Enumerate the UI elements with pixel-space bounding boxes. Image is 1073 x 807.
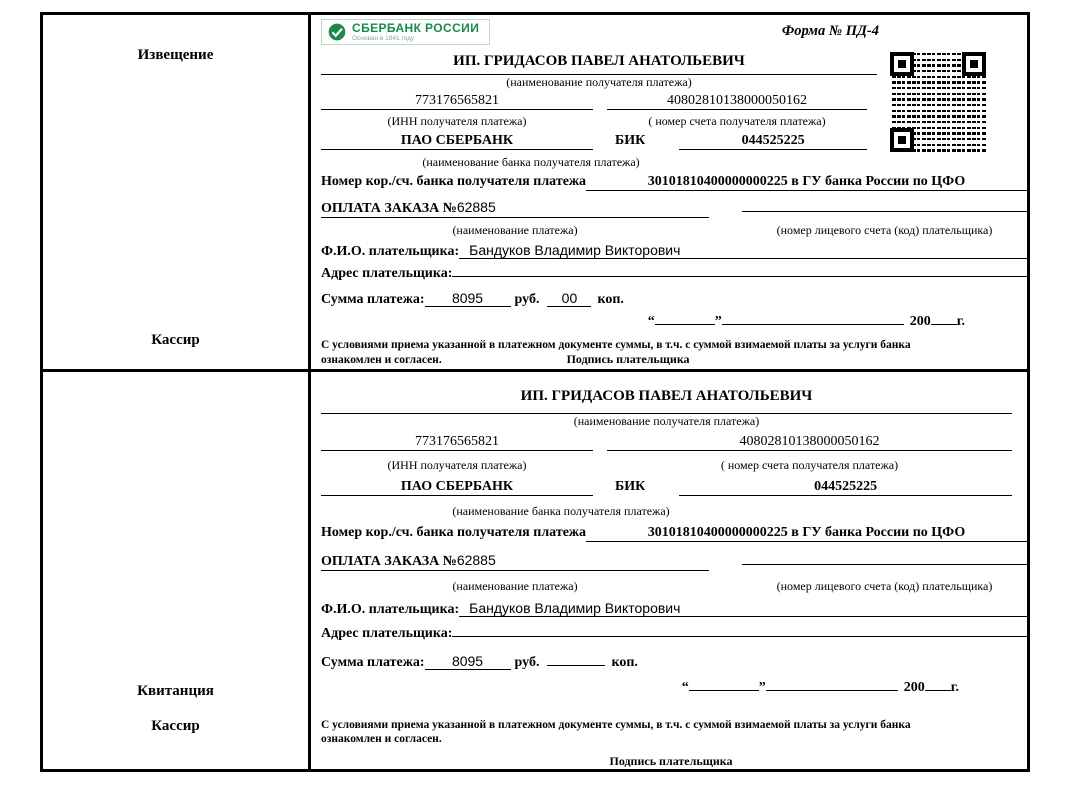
form-number: Форма № ПД-4 <box>781 23 879 39</box>
fio-value: Бандуков Владимир Викторович <box>459 242 1027 259</box>
sum-value: 8095 <box>425 653 511 670</box>
kop-label: коп. <box>611 655 638 670</box>
payment-purpose: ОПЛАТА ЗАКАЗА №62885 <box>321 199 709 218</box>
kop-value: 00 <box>547 290 591 307</box>
bank-name-value: ПАО СБЕРБАНК <box>321 133 593 150</box>
fio-value: Бандуков Владимир Викторович <box>459 600 1027 617</box>
qr-finder-bottom-left <box>890 128 914 152</box>
address-line <box>452 276 1027 277</box>
payment-name-caption: (наименование платежа) <box>452 223 578 237</box>
qr-finder-top-left <box>890 52 914 76</box>
terms-text: С условиями приема указанной в платежном документе суммы, в т.ч. с суммой взимаемой платы за услуги банка <box>321 719 911 731</box>
terms-text: С условиями приема указанной в платежном документе суммы, в т.ч. с суммой взимаемой платы за услуги банка <box>321 339 911 351</box>
bik-label: БИК <box>615 133 646 148</box>
sberbank-logo-tagline: Основан в 1841 году <box>352 35 415 42</box>
sum-label: Сумма платежа: <box>321 292 425 307</box>
rub-label: руб. <box>514 655 540 670</box>
signature-label: Подпись плательщика <box>609 754 733 768</box>
corr-account-label: Номер кор./сч. банка получателя платежа <box>321 174 587 189</box>
receipt-section <box>311 372 1027 769</box>
kop-value <box>547 665 605 666</box>
rub-label: руб. <box>514 292 540 307</box>
receipt-side-panel <box>43 372 311 769</box>
sberbank-logo-text: СБЕРБАНК РОССИИ <box>352 21 480 35</box>
notice-side-panel <box>43 15 311 372</box>
payer-code-caption: (номер лицевого счета (код) плательщика) <box>776 223 993 237</box>
payment-purpose: ОПЛАТА ЗАКАЗА №62885 <box>321 552 709 571</box>
recipient-caption: (наименование получателя платежа) <box>506 75 692 89</box>
bank-name-value: ПАО СБЕРБАНК <box>321 479 593 496</box>
payment-form-pd4 <box>40 12 1030 772</box>
bik-value: 044525225 <box>679 133 867 150</box>
sum-value: 8095 <box>425 290 511 307</box>
sberbank-logo <box>321 19 490 45</box>
sberbank-logo-icon <box>327 22 347 42</box>
recipient-caption: (наименование получателя платежа) <box>573 414 760 428</box>
notice-section <box>311 15 1027 372</box>
qr-finder-top-right <box>962 52 986 76</box>
terms-text-line2: ознакомлен и согласен. <box>321 733 442 745</box>
payer-code-line <box>742 211 1027 212</box>
corr-account-value: 30101810400000000225 в ГУ банка России по ЦФО <box>586 174 1027 191</box>
notice-label: Извещение <box>137 47 214 63</box>
corr-account-label: Номер кор./сч. банка получателя платежа <box>321 525 587 540</box>
cashier-label: Кассир <box>151 718 200 734</box>
address-label: Адрес плательщика: <box>321 626 453 641</box>
date-line: “ ” 200 г. <box>647 314 965 329</box>
payer-code-line <box>742 564 1027 565</box>
order-number: 62885 <box>456 552 496 568</box>
receipt-label: Квитанция <box>137 683 214 699</box>
fio-label: Ф.И.О. плательщика: <box>321 602 460 617</box>
bank-name-caption: (наименование банка получателя платежа) <box>452 504 670 518</box>
payer-code-caption: (номер лицевого счета (код) плательщика) <box>776 579 993 593</box>
account-caption: ( номер счета получателя платежа) <box>720 458 899 472</box>
recipient-title: ИП. ГРИДАСОВ ПАВЕЛ АНАТОЛЬЕВИЧ <box>321 53 877 75</box>
order-number: 62885 <box>456 199 496 215</box>
kop-label: коп. <box>597 292 624 307</box>
inn-caption: (ИНН получателя платежа) <box>387 114 527 128</box>
address-line <box>452 636 1027 637</box>
cashier-label: Кассир <box>151 332 200 348</box>
terms-text-line2: ознакомлен и согласен. <box>321 354 442 366</box>
bank-name-caption: (наименование банка получателя платежа) <box>422 155 640 169</box>
date-line: “ ” 200 г. <box>681 680 959 695</box>
account-value: 40802810138000050162 <box>607 434 1012 451</box>
corr-account-value: 30101810400000000225 в ГУ банка России по ЦФО <box>586 525 1027 542</box>
address-label: Адрес плательщика: <box>321 266 453 281</box>
fio-label: Ф.И.О. плательщика: <box>321 244 460 259</box>
bik-label: БИК <box>615 479 646 494</box>
bik-value: 044525225 <box>679 479 1012 496</box>
recipient-title: ИП. ГРИДАСОВ ПАВЕЛ АНАТОЛЬЕВИЧ <box>321 388 1012 414</box>
inn-caption: (ИНН получателя платежа) <box>387 458 527 472</box>
account-caption: ( номер счета получателя платежа) <box>648 114 826 128</box>
payment-name-caption: (наименование платежа) <box>452 579 578 593</box>
sum-label: Сумма платежа: <box>321 655 425 670</box>
signature-label: Подпись плательщика <box>566 352 690 366</box>
inn-value: 773176565821 <box>321 93 593 110</box>
qr-code <box>887 49 989 155</box>
account-value: 40802810138000050162 <box>607 93 867 110</box>
inn-value: 773176565821 <box>321 434 593 451</box>
